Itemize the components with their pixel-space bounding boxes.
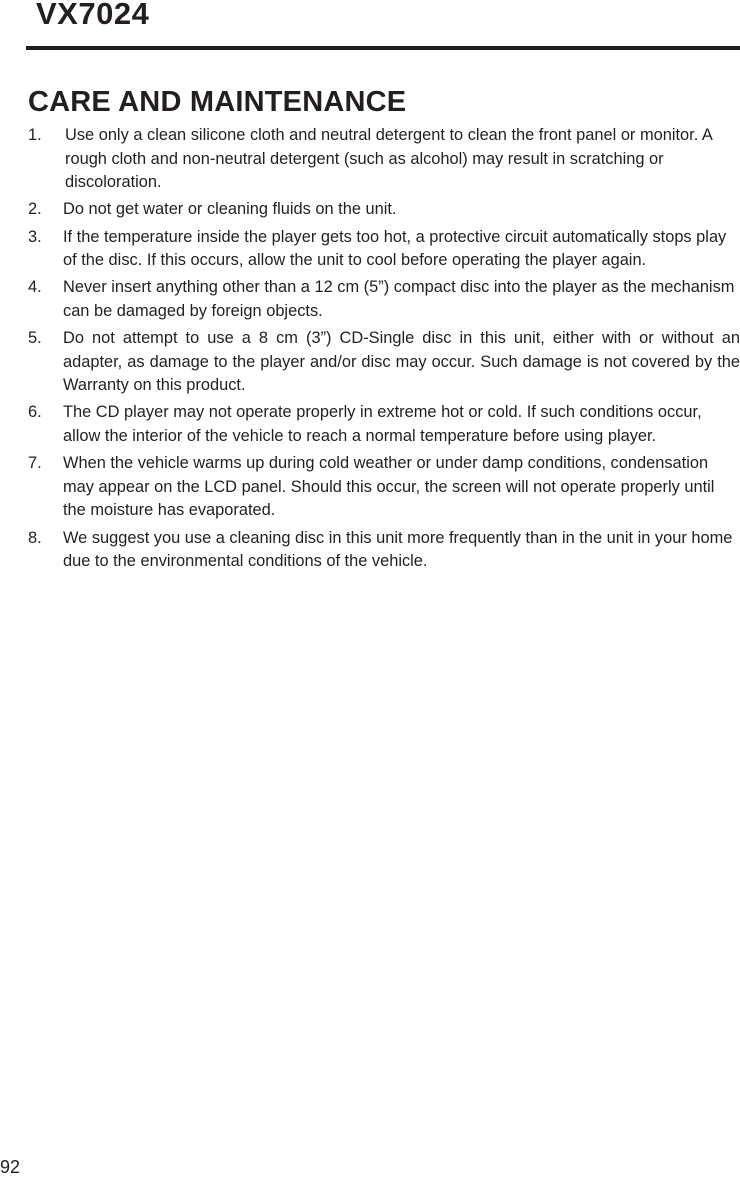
list-item-text: The CD player may not operate properly in extreme hot or cold. If such conditions occur, allow the interior of the vehicle to reach a normal temperature before using player. — [63, 403, 702, 445]
page-number: 92 — [0, 1157, 21, 1177]
list-item-number: 8. — [28, 528, 42, 547]
list-item — [28, 198, 740, 222]
list-item-text: When the vehicle warms up during cold weather or under damp conditions, condensation may appear on the LCD panel. Should this occur, the screen will not operate properly until the moisture has evaporated. — [63, 454, 715, 520]
list-item-text: Never insert anything other than a 12 cm (5”) compact disc into the player as the mechanism can be damaged by foreign objects. — [63, 278, 735, 320]
care-list — [28, 124, 740, 577]
list-item — [28, 327, 740, 398]
list-item-number: 7. — [28, 454, 42, 473]
list-item-number: 6. — [28, 403, 42, 422]
list-item — [28, 527, 740, 574]
list-item-text: We suggest you use a cleaning disc in this unit more frequently than in the unit in your home due to the environmental conditions of the vehicle. — [63, 528, 733, 571]
list-item-number: 1. — [28, 126, 42, 144]
list-item — [28, 401, 740, 448]
list-item-number: 2. — [28, 200, 42, 219]
list-item-text: If the temperature inside the player gets too hot, a protective circuit automatically stops play of the disc. If this occurs, allow the unit to cool before operating the player again. — [63, 227, 727, 270]
list-item — [28, 276, 740, 323]
section-title: CARE AND MAINTENANCE — [28, 86, 407, 118]
list-item-text: Do not attempt to use a 8 cm (3”) CD-Single disc in this unit, either with or without an adapter, as damage to the player and/or disc may occur. Such damage is not covered by the Warranty on this product. — [63, 329, 740, 395]
model-header: VX7024 — [36, 0, 150, 31]
list-item-number: 5. — [28, 329, 42, 348]
list-item — [28, 226, 740, 273]
list-item-text: Do not get water or cleaning fluids on the unit. — [63, 200, 397, 219]
header-divider — [26, 46, 740, 50]
list-item-number: 4. — [28, 278, 42, 297]
list-item-text: Use only a clean silicone cloth and neutral detergent to clean the front panel or monitor. A rough cloth and non-neutral detergent (such as alcohol) may result in scratching or discoloration. — [65, 126, 712, 191]
list-item — [28, 452, 740, 523]
list-item — [28, 124, 740, 195]
list-item-number: 3. — [28, 227, 42, 246]
